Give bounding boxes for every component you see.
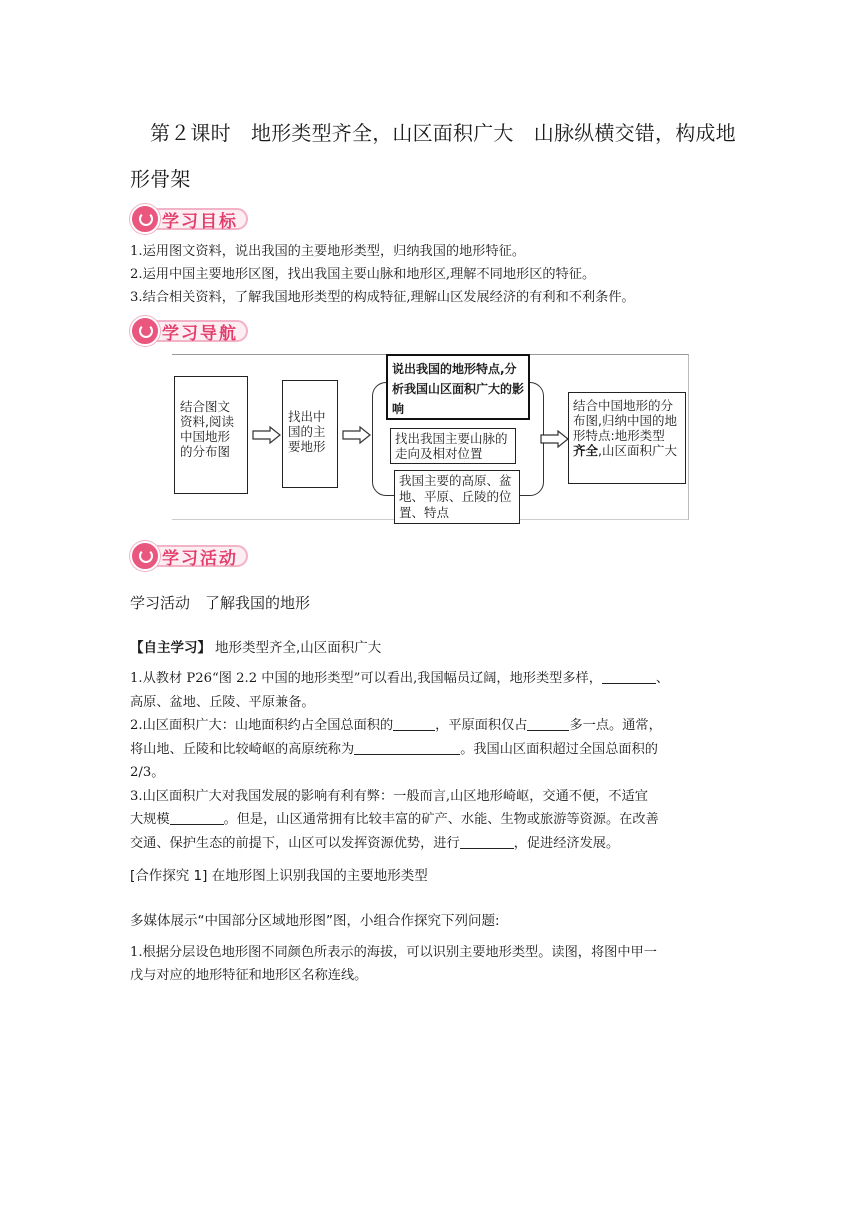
flow-box-find-terrain: 找出中国的主要地形	[282, 380, 338, 488]
flow-box-terrain-features: 说出我国的地形特点,分析我国山区面积广大的影响	[386, 354, 530, 420]
badge-icon	[130, 316, 160, 346]
arrow-right-icon	[540, 430, 570, 448]
flow-box-landforms: 我国主要的高原、盆地、平原、丘陵的位置、特点	[394, 470, 520, 524]
goals-list	[130, 240, 735, 309]
flow-box-mountains: 找出我国主要山脉的走向及相对位置	[390, 428, 516, 464]
arrow-right-icon	[252, 426, 282, 444]
answer-blank[interactable]	[602, 669, 656, 684]
flow-box-read-map: 结合图文资料,阅读中国地形的分布图	[174, 376, 248, 494]
question-1: 1.根据分层设色地形图不同颜色所表示的海拔，可以识别主要地形类型。读图，将图中甲一 戊与对应的地形特征和地形区名称连线。	[130, 945, 657, 983]
page-title: 第２课时 地形类型齐全，山区面积广大 山脉纵横交错，构成地形骨架	[130, 121, 736, 191]
goal-item: 1.运用图文资料，说出我国的主要地形类型，归纳我国的地形特征。	[130, 244, 526, 259]
media-instruction: 多媒体展示“中国部分区域地形图”图，小组合作探究下列问题:	[130, 913, 500, 929]
activity-heading: 学习活动 了解我国的地形	[130, 594, 311, 612]
answer-blank[interactable]	[170, 810, 224, 825]
arrow-right-icon	[342, 426, 372, 444]
goal-item: 2.运用中国主要地形区图，找出我国主要山脉和地形区,理解不同地形区的特征。	[130, 267, 596, 282]
flow-box-summary: 结合中国地形的分布图,归纳中国的地形特点:地形类型 齐全,山区面积广大	[568, 392, 686, 484]
badge-icon	[130, 541, 160, 571]
answer-blank[interactable]	[460, 834, 514, 849]
learning-flow-diagram	[172, 354, 690, 526]
badge-label: 学习活动	[162, 549, 238, 569]
badge-label: 学习目标	[162, 212, 238, 232]
answer-blank[interactable]	[393, 716, 435, 731]
self-study-heading: 【自主学习】 地形类型齐全,山区面积广大	[130, 640, 382, 656]
goal-item: 3.结合相关资料，了解我国地形类型的构成特征,理解山区发展经济的有利和不利条件。	[130, 290, 635, 305]
section-badge-nav	[130, 316, 250, 344]
section-badge-goals	[130, 204, 250, 232]
self-study-questions: 1.从教材 P26“图 2.2 中国的地形类型”可以看出,我国幅员辽阔，地形类型多样， 、 高原、盆地、丘陵、平原兼备。 2.山区面积广大：山地面积约占全国总面积的 ，平原面积仅占 多一点。通常， 将山地、丘陵和比较崎岖的高原统称为 。我国山区面积超过全国总面积的 2/3。 3.山区面积广大对我国发展的影响有利有弊：一般而言,山区地形崎岖，交通不便，不适宜 大规模 。但是，山区通常拥有比较丰富的矿产、水能、生物或旅游等资源。在改善 交通、保护生态的前提下，山区可以发挥资源优势，进行 ，促进经济发展。	[130, 671, 670, 851]
badge-icon	[130, 204, 160, 234]
explore-heading: [合作探究 1] 在地形图上识别我国的主要地形类型	[130, 868, 428, 884]
section-badge-activity	[130, 541, 250, 569]
answer-blank[interactable]	[354, 740, 460, 755]
answer-blank[interactable]	[527, 716, 569, 731]
badge-label: 学习导航	[162, 324, 238, 344]
